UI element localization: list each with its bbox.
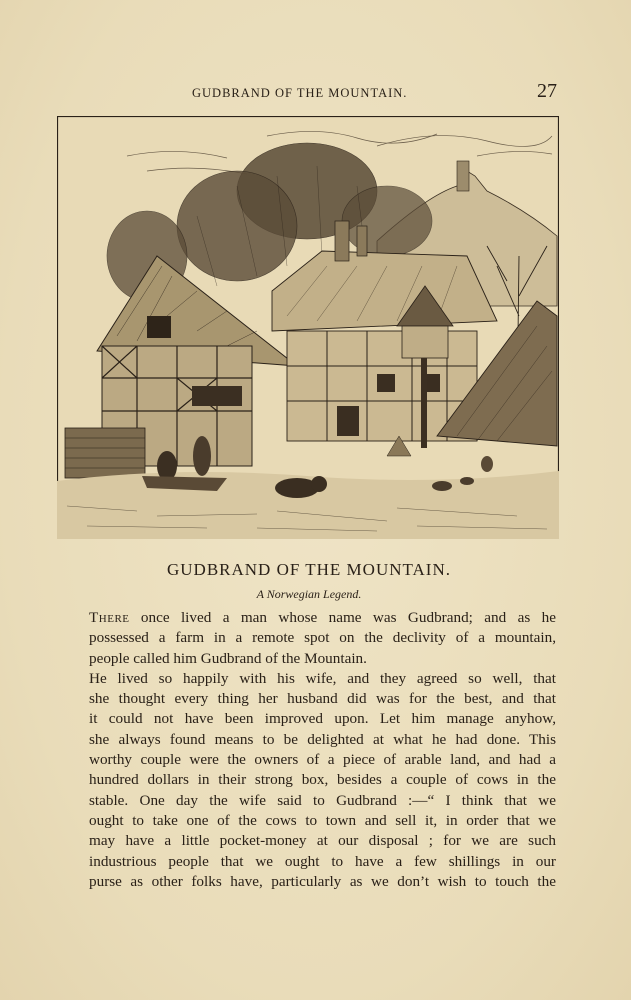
text-line: There once lived a man whose name was Gudbrand; and as he [89,609,556,626]
text-line: He lived so happily with his wife, and they agreed so well, that [89,669,556,687]
chapter-title: GUDBRAND OF THE MOUNTAIN. [167,560,451,579]
woodcut-farmhouse-illustration [57,116,559,539]
text-line: purse as other folks have, particularly as we don’t wish to touch the [89,872,556,890]
text-line: worthy couple were the owners of a piece of arable land, and had a [89,751,556,769]
text-line: people called him Gudbrand of the Mountain. [89,649,367,667]
text-line: it could not have been improved upon. Let him manage anyhow, [89,710,556,728]
body-text [89,608,556,892]
lead-word: There [89,609,130,626]
text-line: she thought every thing her husband did was for the best, and that [89,690,556,708]
text-line: hundred dollars in their strong box, besides a couple of cows in the [89,771,556,789]
text-line: ought to take one of the cows to town and sell it, in order that we [89,811,556,829]
text-line: possessed a farm in a remote spot on the declivity of a mountain, [89,629,556,647]
text-line: may have a little pocket-money at our disposal ; for we are such [89,832,556,850]
page-number: 27 [537,80,557,102]
text-line: she always found means to be delighted at what he had done. This [89,730,556,748]
text-line: stable. One day the wife said to Gudbrand :—“ I think that we [89,791,556,809]
chapter-subtitle: A Norwegian Legend. [256,587,362,601]
running-head: GUDBRAND OF THE MOUNTAIN. [192,86,408,100]
text-line: industrious people that we ought to have a few shillings in our [89,852,556,870]
